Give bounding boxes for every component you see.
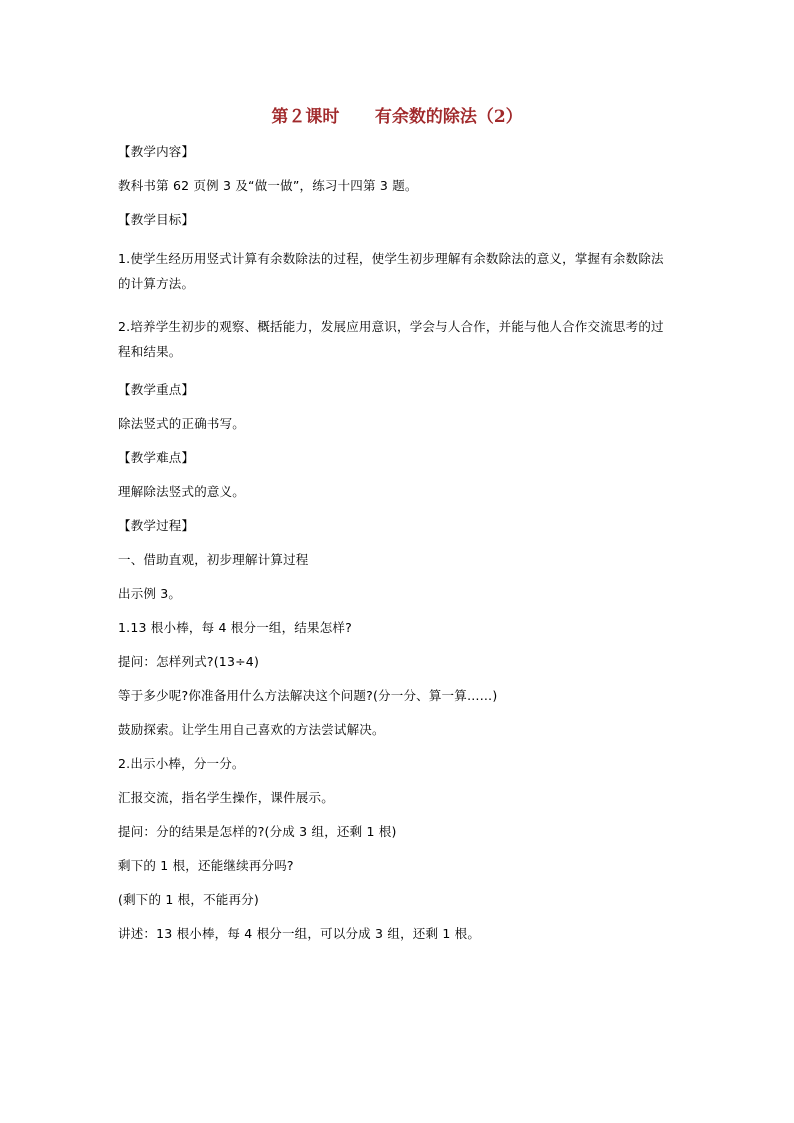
- process-line: 等于多少呢?你准备用什么方法解决这个问题?(分一分、算一算……): [118, 688, 498, 703]
- process-line: 出示例 3。: [118, 586, 182, 601]
- process-line: 剩下的 1 根，还能继续再分吗?: [118, 858, 294, 873]
- difficulty-text: 理解除法竖式的意义。: [118, 484, 246, 499]
- section-heading-content: 【教学内容】: [118, 144, 195, 159]
- lesson-title: 第２课时 有余数的除法（2）: [271, 107, 523, 127]
- process-line: (剩下的 1 根，不能再分): [118, 892, 259, 907]
- content-text: 教科书第 62 页例 3 及“做一做”，练习十四第 3 题。: [118, 178, 418, 193]
- process-line: 鼓励探索。让学生用自己喜欢的方法尝试解决。: [118, 722, 385, 737]
- section-heading-process: 【教学过程】: [118, 518, 195, 533]
- process-line: 1.13 根小棒，每 4 根分一组，结果怎样?: [118, 620, 352, 635]
- process-line: 讲述：13 根小棒，每 4 根分一组，可以分成 3 组，还剩 1 根。: [118, 926, 481, 941]
- key-point-text: 除法竖式的正确书写。: [118, 416, 246, 431]
- process-line: 提问：分的结果是怎样的?(分成 3 组，还剩 1 根): [118, 824, 397, 839]
- process-step-heading: 一、借助直观，初步理解计算过程: [118, 552, 309, 567]
- process-line: 提问：怎样列式?(13÷4): [118, 654, 260, 669]
- section-heading-key-points: 【教学重点】: [118, 382, 195, 397]
- goal-paragraph-2: 2.培养学生初步的观察、概括能力，发展应用意识，学会与人合作，并能与他人合作交流思考的过程和结果。: [118, 319, 664, 359]
- process-line: 2.出示小棒，分一分。: [118, 756, 245, 771]
- process-line: 汇报交流，指名学生操作，课件展示。: [118, 790, 334, 805]
- section-heading-goals: 【教学目标】: [118, 212, 195, 227]
- section-heading-difficulties: 【教学难点】: [118, 450, 195, 465]
- goal-paragraph-1: 1.使学生经历用竖式计算有余数除法的过程，使学生初步理解有余数除法的意义，掌握有余数除法的计算方法。: [118, 251, 664, 291]
